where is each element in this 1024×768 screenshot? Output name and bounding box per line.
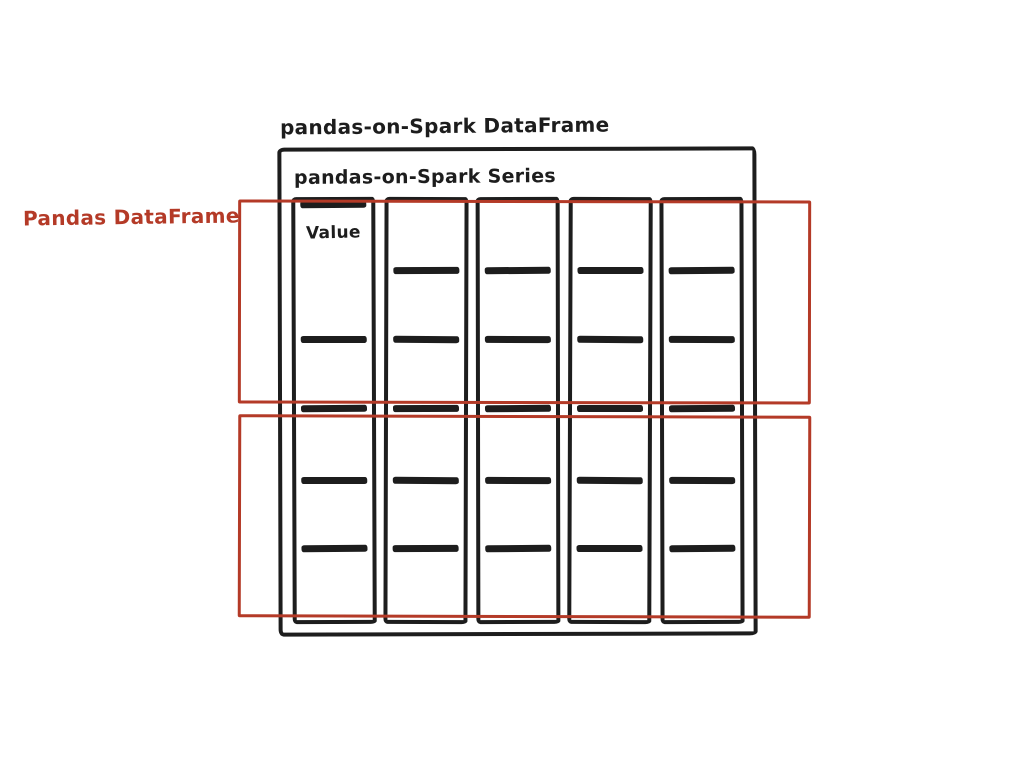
spark-series-label: pandas-on-Spark Series — [293, 165, 557, 189]
row-value-mark — [577, 405, 643, 412]
pandas-partition-1-box — [238, 200, 811, 405]
pandas-partition-2-box — [238, 414, 812, 618]
pandas-dataframe-label: Pandas DataFrame — [23, 203, 241, 231]
spark-dataframe-title: pandas-on-Spark DataFrame — [279, 112, 610, 140]
row-value-mark — [669, 405, 735, 413]
row-value-mark — [393, 405, 459, 412]
row-value-mark — [301, 405, 367, 413]
value-header-label: Value — [305, 222, 361, 244]
row-value-mark — [485, 405, 551, 412]
